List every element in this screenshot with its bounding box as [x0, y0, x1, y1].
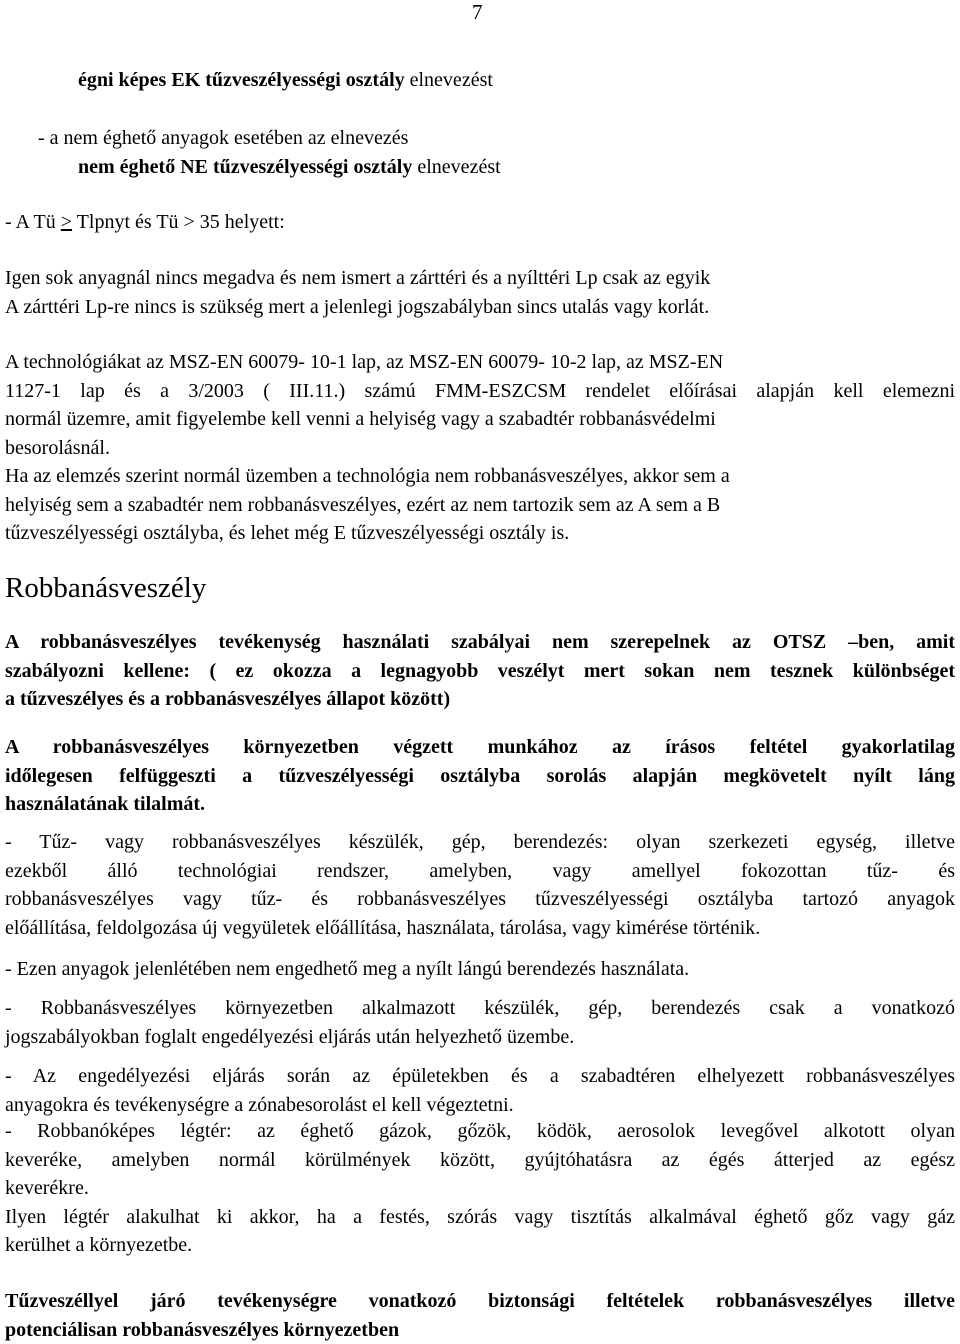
- intro-line-3: nem éghető NE tűzveszélyességi osztály elnevezést: [78, 153, 948, 182]
- text-line: kerülhet a környezetbe.: [5, 1231, 955, 1260]
- paragraph-safety-conditions: [5, 1287, 955, 1344]
- text-line: A robbanásveszélyes tevékenység használati szabályai nem szerepelnek az OTSZ –ben, amit: [5, 628, 955, 657]
- text-line: a tűzveszélyes és a robbanásveszélyes állapot között): [5, 685, 955, 714]
- text-line: - Tűz- vagy robbanásveszélyes készülék, gép, berendezés: olyan szerkezeti egység, illetve: [5, 828, 955, 857]
- greater-equal-symbol: >: [61, 211, 72, 233]
- class-name-ne: nem éghető NE tűzveszélyességi osztály: [78, 156, 412, 178]
- paragraph-otsz: [5, 628, 955, 714]
- text-line: használatának tilalmát.: [5, 790, 955, 819]
- paragraph-device-definition: [5, 828, 955, 942]
- text-line: - Az engedélyezési eljárás során az épületekben és a szabadtéren elhelyezett robbanásveszélyes: [5, 1062, 955, 1091]
- text-line: robbanásveszélyes vagy tűz- és robbanásveszélyes tűzveszélyességi osztályba tartozó anyagok: [5, 885, 955, 914]
- page-number: 7: [472, 0, 483, 24]
- paragraph-explosive-atmosphere: [5, 1117, 955, 1260]
- intro-line-1: égni képes EK tűzveszélyességi osztály elnevezést: [78, 66, 948, 95]
- text-line: jogszabályokban foglalt engedélyezési eljárás után helyezhető üzembe.: [5, 1023, 955, 1052]
- text-line: Ilyen légtér alakulhat ki akkor, ha a festés, szórás vagy tisztítás alkalmával éghető gőz vagy gáz: [5, 1203, 955, 1232]
- paragraph-written-condition: [5, 733, 955, 819]
- text-line: tűzveszélyességi osztályba, és lehet még E tűzveszélyességi osztály is.: [5, 519, 955, 548]
- class-name-ek: égni képes EK tűzveszélyességi osztály: [78, 69, 405, 91]
- instead-line: - A Tü > Tlpnyt és Tü > 35 helyett:: [5, 208, 955, 237]
- text-line: anyagokra és tevékenységre a zónabesorolást el kell végeztetni.: [5, 1091, 955, 1120]
- text-line: keverékre.: [5, 1174, 955, 1203]
- text-line: ezekből álló technológiai rendszer, amelyben, vagy amellyel fokozottan tűz- és: [5, 857, 955, 886]
- paragraph-open-flame: - Ezen anyagok jelenlétében nem engedhető meg a nyílt lángú berendezés használata.: [5, 955, 955, 984]
- text-line: - Robbanásveszélyes környezetben alkalmazott készülék, gép, berendezés csak a vonatkozó: [5, 994, 955, 1023]
- text-line: A technológiákat az MSZ-EN 60079- 10-1 lap, az MSZ-EN 60079- 10-2 lap, az MSZ-EN: [5, 348, 955, 377]
- text-line: A zárttéri Lp-re nincs is szükség mert a jelenlegi jogszabályban sincs utalás vagy korlát.: [5, 293, 955, 322]
- paragraph-lp: [5, 264, 955, 321]
- text-line: Tűzveszéllyel járó tevékenységre vonatkozó biztonsági feltételek robbanásveszélyes illetve: [5, 1287, 955, 1316]
- text-line: besorolásnál.: [5, 434, 955, 463]
- intro-line-2: - a nem éghető anyagok esetében az elnevezés: [38, 124, 938, 153]
- paragraph-zoning: [5, 1062, 955, 1119]
- text-line: 1127-1 lap és a 3/2003 ( III.11.) számú FMM-ESZCSM rendelet előírásai alapján kell elemezni: [5, 377, 955, 406]
- paragraph-installation: [5, 994, 955, 1051]
- text-line: A robbanásveszélyes környezetben végzett munkához az írásos feltétel gyakorlatilag: [5, 733, 955, 762]
- paragraph-technology: [5, 348, 955, 548]
- section-heading: Robbanásveszély: [5, 570, 206, 606]
- text-line: szabályozni kellene: ( ez okozza a legnagyobb veszélyt mert sokan nem tesznek különbséget: [5, 657, 955, 686]
- text-line: potenciálisan robbanásveszélyes környezetben: [5, 1316, 955, 1344]
- text-line: előállítása, feldolgozása új vegyületek előállítása, használata, tárolása, vagy kimérése történik.: [5, 914, 955, 943]
- text-line: időlegesen felfüggeszti a tűzveszélyességi osztályba sorolás alapján megkövetelt nyílt láng: [5, 762, 955, 791]
- text-line: - Robbanóképes légtér: az éghető gázok, gőzök, ködök, aerosolok levegővel alkotott olyan: [5, 1117, 955, 1146]
- text-line: normál üzemre, amit figyelembe kell venni a helyiség vagy a szabadtér robbanásvédelmi: [5, 405, 955, 434]
- text-line: keveréke, amelyben normál körülmények között, gyújtóhatásra az égés átterjed az egész: [5, 1146, 955, 1175]
- text-line: Igen sok anyagnál nincs megadva és nem ismert a zárttéri és a nyílttéri Lp csak az egyik: [5, 264, 955, 293]
- text-line: helyiség sem a szabadtér nem robbanásveszélyes, ezért az nem tartozik sem az A sem a B: [5, 491, 955, 520]
- text-line: Ha az elemzés szerint normál üzemben a technológia nem robbanásveszélyes, akkor sem a: [5, 462, 955, 491]
